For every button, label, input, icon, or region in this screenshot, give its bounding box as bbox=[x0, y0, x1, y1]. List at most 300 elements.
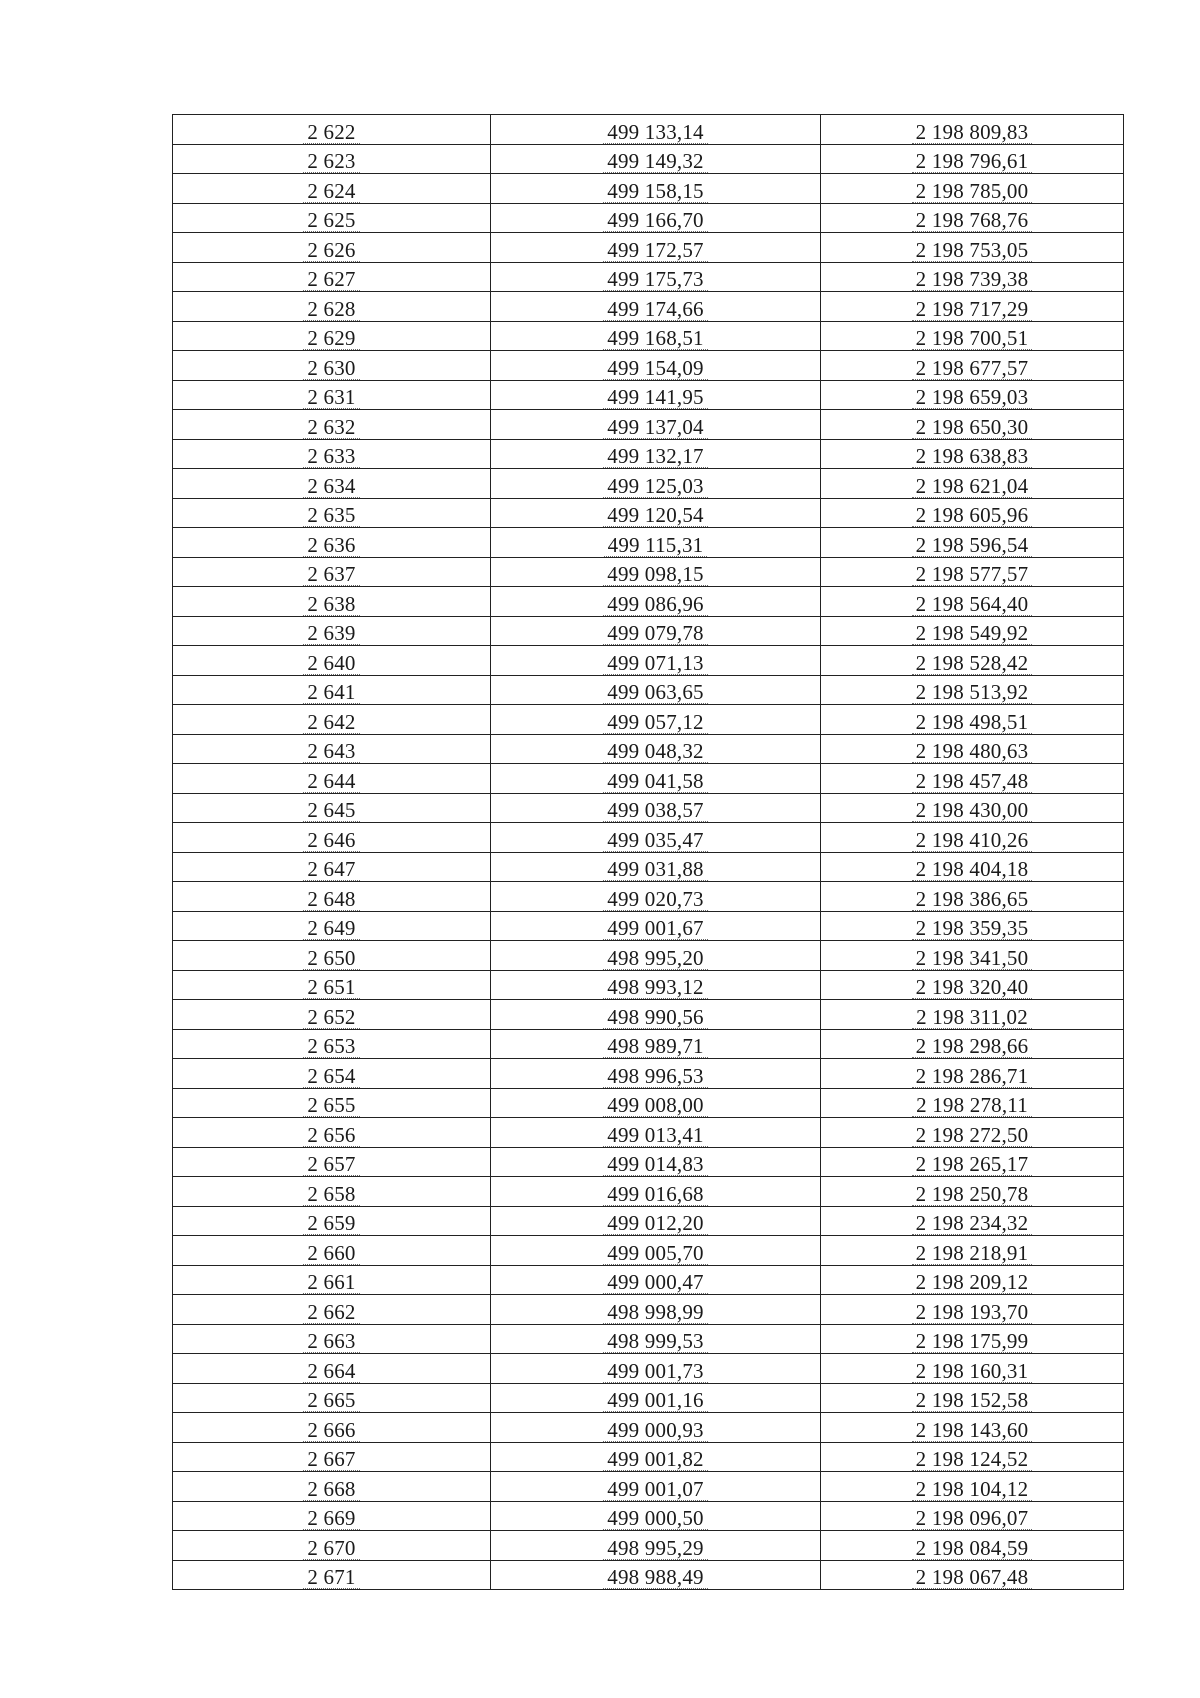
y-coordinate-cell bbox=[821, 764, 1124, 794]
point-number-cell bbox=[173, 587, 491, 617]
x-coordinate-cell bbox=[491, 587, 821, 617]
y-coordinate-cell-text: 2 198 513,92 bbox=[912, 681, 1033, 704]
point-number-cell-text: 2 665 bbox=[303, 1389, 359, 1412]
point-number-cell bbox=[173, 115, 491, 145]
y-coordinate-cell-text: 2 198 564,40 bbox=[912, 593, 1033, 616]
x-coordinate-cell-text: 499 098,15 bbox=[603, 563, 708, 586]
y-coordinate-cell bbox=[821, 439, 1124, 469]
y-coordinate-cell-text: 2 198 457,48 bbox=[912, 770, 1033, 793]
x-coordinate-cell-text: 498 999,53 bbox=[603, 1330, 708, 1353]
x-coordinate-cell-text: 499 031,88 bbox=[603, 858, 708, 881]
point-number-cell bbox=[173, 410, 491, 440]
point-number-cell-text: 2 662 bbox=[303, 1301, 359, 1324]
x-coordinate-cell bbox=[491, 380, 821, 410]
y-coordinate-cell-text: 2 198 480,63 bbox=[912, 740, 1033, 763]
y-coordinate-cell bbox=[821, 675, 1124, 705]
x-coordinate-cell-text: 499 086,96 bbox=[603, 593, 708, 616]
x-coordinate-cell bbox=[491, 1059, 821, 1089]
point-number-cell bbox=[173, 1177, 491, 1207]
point-number-cell bbox=[173, 1413, 491, 1443]
x-coordinate-cell-text: 499 013,41 bbox=[603, 1124, 708, 1147]
table-row bbox=[173, 469, 1124, 499]
point-number-cell-text: 2 647 bbox=[303, 858, 359, 881]
point-number-cell-text: 2 668 bbox=[303, 1478, 359, 1501]
point-number-cell-text: 2 653 bbox=[303, 1035, 359, 1058]
y-coordinate-cell-text: 2 198 278,11 bbox=[912, 1094, 1032, 1117]
table-row bbox=[173, 557, 1124, 587]
y-coordinate-cell-text: 2 198 386,65 bbox=[912, 888, 1033, 911]
x-coordinate-cell-text: 498 995,29 bbox=[603, 1537, 708, 1560]
table-row bbox=[173, 823, 1124, 853]
point-number-cell bbox=[173, 498, 491, 528]
table-row bbox=[173, 1295, 1124, 1325]
point-number-cell bbox=[173, 734, 491, 764]
y-coordinate-cell bbox=[821, 174, 1124, 204]
y-coordinate-cell-text: 2 198 143,60 bbox=[912, 1419, 1033, 1442]
x-coordinate-cell-text: 499 001,07 bbox=[603, 1478, 708, 1501]
y-coordinate-cell bbox=[821, 587, 1124, 617]
y-coordinate-cell-text: 2 198 809,83 bbox=[912, 121, 1033, 144]
y-coordinate-cell-text: 2 198 152,58 bbox=[912, 1389, 1033, 1412]
point-number-cell bbox=[173, 1206, 491, 1236]
y-coordinate-cell-text: 2 198 175,99 bbox=[912, 1330, 1033, 1353]
y-coordinate-cell-text: 2 198 796,61 bbox=[912, 150, 1033, 173]
y-coordinate-cell-text: 2 198 700,51 bbox=[912, 327, 1033, 350]
y-coordinate-cell bbox=[821, 970, 1124, 1000]
x-coordinate-cell-text: 499 014,83 bbox=[603, 1153, 708, 1176]
y-coordinate-cell bbox=[821, 351, 1124, 381]
x-coordinate-cell bbox=[491, 970, 821, 1000]
x-coordinate-cell bbox=[491, 292, 821, 322]
table-row bbox=[173, 321, 1124, 351]
point-number-cell-text: 2 634 bbox=[303, 475, 359, 498]
x-coordinate-cell bbox=[491, 439, 821, 469]
x-coordinate-cell-text: 499 125,03 bbox=[603, 475, 708, 498]
point-number-cell-text: 2 655 bbox=[303, 1094, 359, 1117]
y-coordinate-cell-text: 2 198 596,54 bbox=[912, 534, 1033, 557]
point-number-cell-text: 2 642 bbox=[303, 711, 359, 734]
x-coordinate-cell-text: 498 996,53 bbox=[603, 1065, 708, 1088]
point-number-cell bbox=[173, 557, 491, 587]
y-coordinate-cell-text: 2 198 621,04 bbox=[912, 475, 1033, 498]
table-row bbox=[173, 380, 1124, 410]
point-number-cell-text: 2 644 bbox=[303, 770, 359, 793]
point-number-cell-text: 2 652 bbox=[303, 1006, 359, 1029]
table-row bbox=[173, 233, 1124, 263]
y-coordinate-cell bbox=[821, 1501, 1124, 1531]
point-number-cell bbox=[173, 1029, 491, 1059]
table-row bbox=[173, 852, 1124, 882]
x-coordinate-cell-text: 499 141,95 bbox=[603, 386, 708, 409]
x-coordinate-cell-text: 499 057,12 bbox=[603, 711, 708, 734]
y-coordinate-cell-text: 2 198 498,51 bbox=[912, 711, 1033, 734]
point-number-cell bbox=[173, 705, 491, 735]
table-row bbox=[173, 410, 1124, 440]
x-coordinate-cell-text: 499 120,54 bbox=[603, 504, 708, 527]
table-row bbox=[173, 1206, 1124, 1236]
x-coordinate-cell-text: 499 041,58 bbox=[603, 770, 708, 793]
point-number-cell bbox=[173, 1472, 491, 1502]
point-number-cell-text: 2 635 bbox=[303, 504, 359, 527]
x-coordinate-cell-text: 499 000,47 bbox=[603, 1271, 708, 1294]
point-number-cell-text: 2 637 bbox=[303, 563, 359, 586]
y-coordinate-cell-text: 2 198 298,66 bbox=[912, 1035, 1033, 1058]
x-coordinate-cell-text: 499 166,70 bbox=[603, 209, 708, 232]
x-coordinate-cell bbox=[491, 528, 821, 558]
point-number-cell bbox=[173, 970, 491, 1000]
x-coordinate-cell-text: 499 115,31 bbox=[604, 534, 708, 557]
y-coordinate-cell bbox=[821, 1206, 1124, 1236]
x-coordinate-cell-text: 499 016,68 bbox=[603, 1183, 708, 1206]
point-number-cell-text: 2 632 bbox=[303, 416, 359, 439]
point-number-cell-text: 2 661 bbox=[303, 1271, 359, 1294]
point-number-cell bbox=[173, 1236, 491, 1266]
point-number-cell-text: 2 654 bbox=[303, 1065, 359, 1088]
point-number-cell bbox=[173, 262, 491, 292]
y-coordinate-cell bbox=[821, 1383, 1124, 1413]
table-row bbox=[173, 941, 1124, 971]
point-number-cell-text: 2 633 bbox=[303, 445, 359, 468]
point-number-cell-text: 2 641 bbox=[303, 681, 359, 704]
y-coordinate-cell-text: 2 198 549,92 bbox=[912, 622, 1033, 645]
y-coordinate-cell bbox=[821, 469, 1124, 499]
x-coordinate-cell bbox=[491, 1265, 821, 1295]
x-coordinate-cell bbox=[491, 1000, 821, 1030]
point-number-cell-text: 2 670 bbox=[303, 1537, 359, 1560]
point-number-cell-text: 2 671 bbox=[303, 1566, 359, 1589]
table-row bbox=[173, 203, 1124, 233]
x-coordinate-cell bbox=[491, 203, 821, 233]
y-coordinate-cell bbox=[821, 705, 1124, 735]
x-coordinate-cell bbox=[491, 1324, 821, 1354]
x-coordinate-cell-text: 499 133,14 bbox=[603, 121, 708, 144]
point-number-cell bbox=[173, 793, 491, 823]
x-coordinate-cell bbox=[491, 174, 821, 204]
table-row bbox=[173, 292, 1124, 322]
y-coordinate-cell bbox=[821, 233, 1124, 263]
point-number-cell bbox=[173, 882, 491, 912]
y-coordinate-cell bbox=[821, 1088, 1124, 1118]
point-number-cell bbox=[173, 1354, 491, 1384]
table-row bbox=[173, 1265, 1124, 1295]
x-coordinate-cell-text: 499 035,47 bbox=[603, 829, 708, 852]
y-coordinate-cell bbox=[821, 1442, 1124, 1472]
point-number-cell bbox=[173, 528, 491, 558]
point-number-cell bbox=[173, 1265, 491, 1295]
x-coordinate-cell-text: 498 990,56 bbox=[603, 1006, 708, 1029]
point-number-cell-text: 2 660 bbox=[303, 1242, 359, 1265]
point-number-cell bbox=[173, 1383, 491, 1413]
x-coordinate-cell-text: 499 168,51 bbox=[603, 327, 708, 350]
coordinates-table-body bbox=[173, 115, 1124, 1590]
y-coordinate-cell bbox=[821, 852, 1124, 882]
y-coordinate-cell bbox=[821, 823, 1124, 853]
table-row bbox=[173, 439, 1124, 469]
y-coordinate-cell bbox=[821, 380, 1124, 410]
x-coordinate-cell bbox=[491, 764, 821, 794]
y-coordinate-cell-text: 2 198 739,38 bbox=[912, 268, 1033, 291]
y-coordinate-cell bbox=[821, 557, 1124, 587]
x-coordinate-cell-text: 499 132,17 bbox=[603, 445, 708, 468]
x-coordinate-cell bbox=[491, 469, 821, 499]
y-coordinate-cell-text: 2 198 084,59 bbox=[912, 1537, 1033, 1560]
x-coordinate-cell-text: 499 038,57 bbox=[603, 799, 708, 822]
table-row bbox=[173, 1560, 1124, 1590]
x-coordinate-cell bbox=[491, 941, 821, 971]
point-number-cell bbox=[173, 174, 491, 204]
table-row bbox=[173, 1236, 1124, 1266]
x-coordinate-cell-text: 499 048,32 bbox=[603, 740, 708, 763]
point-number-cell bbox=[173, 1501, 491, 1531]
point-number-cell bbox=[173, 1000, 491, 1030]
y-coordinate-cell bbox=[821, 1295, 1124, 1325]
y-coordinate-cell bbox=[821, 646, 1124, 676]
x-coordinate-cell bbox=[491, 1531, 821, 1561]
y-coordinate-cell-text: 2 198 104,12 bbox=[912, 1478, 1033, 1501]
point-number-cell-text: 2 627 bbox=[303, 268, 359, 291]
table-row bbox=[173, 262, 1124, 292]
y-coordinate-cell bbox=[821, 144, 1124, 174]
y-coordinate-cell-text: 2 198 359,35 bbox=[912, 917, 1033, 940]
y-coordinate-cell bbox=[821, 321, 1124, 351]
x-coordinate-cell bbox=[491, 1501, 821, 1531]
point-number-cell-text: 2 658 bbox=[303, 1183, 359, 1206]
point-number-cell bbox=[173, 351, 491, 381]
table-row bbox=[173, 793, 1124, 823]
y-coordinate-cell bbox=[821, 1413, 1124, 1443]
x-coordinate-cell bbox=[491, 233, 821, 263]
x-coordinate-cell-text: 499 137,04 bbox=[603, 416, 708, 439]
table-row bbox=[173, 1354, 1124, 1384]
y-coordinate-cell-text: 2 198 768,76 bbox=[912, 209, 1033, 232]
point-number-cell-text: 2 646 bbox=[303, 829, 359, 852]
point-number-cell bbox=[173, 321, 491, 351]
y-coordinate-cell-text: 2 198 577,57 bbox=[912, 563, 1033, 586]
y-coordinate-cell-text: 2 198 311,02 bbox=[912, 1006, 1032, 1029]
y-coordinate-cell bbox=[821, 1118, 1124, 1148]
table-row bbox=[173, 528, 1124, 558]
y-coordinate-cell bbox=[821, 203, 1124, 233]
x-coordinate-cell bbox=[491, 734, 821, 764]
x-coordinate-cell-text: 499 020,73 bbox=[603, 888, 708, 911]
point-number-cell bbox=[173, 852, 491, 882]
x-coordinate-cell-text: 498 989,71 bbox=[603, 1035, 708, 1058]
point-number-cell-text: 2 623 bbox=[303, 150, 359, 173]
x-coordinate-cell bbox=[491, 321, 821, 351]
point-number-cell bbox=[173, 646, 491, 676]
point-number-cell-text: 2 625 bbox=[303, 209, 359, 232]
y-coordinate-cell-text: 2 198 272,50 bbox=[912, 1124, 1033, 1147]
table-row bbox=[173, 1000, 1124, 1030]
table-row bbox=[173, 1147, 1124, 1177]
point-number-cell bbox=[173, 203, 491, 233]
y-coordinate-cell bbox=[821, 911, 1124, 941]
x-coordinate-cell bbox=[491, 852, 821, 882]
y-coordinate-cell bbox=[821, 1029, 1124, 1059]
y-coordinate-cell bbox=[821, 262, 1124, 292]
x-coordinate-cell-text: 499 158,15 bbox=[603, 180, 708, 203]
point-number-cell-text: 2 669 bbox=[303, 1507, 359, 1530]
y-coordinate-cell bbox=[821, 1000, 1124, 1030]
table-row bbox=[173, 144, 1124, 174]
x-coordinate-cell-text: 499 001,16 bbox=[603, 1389, 708, 1412]
x-coordinate-cell bbox=[491, 1383, 821, 1413]
point-number-cell-text: 2 638 bbox=[303, 593, 359, 616]
point-number-cell bbox=[173, 764, 491, 794]
point-number-cell-text: 2 645 bbox=[303, 799, 359, 822]
x-coordinate-cell-text: 498 988,49 bbox=[603, 1566, 708, 1589]
table-row bbox=[173, 115, 1124, 145]
x-coordinate-cell bbox=[491, 823, 821, 853]
y-coordinate-cell-text: 2 198 753,05 bbox=[912, 239, 1033, 262]
y-coordinate-cell bbox=[821, 1177, 1124, 1207]
y-coordinate-cell bbox=[821, 734, 1124, 764]
y-coordinate-cell bbox=[821, 1236, 1124, 1266]
x-coordinate-cell bbox=[491, 1088, 821, 1118]
y-coordinate-cell-text: 2 198 677,57 bbox=[912, 357, 1033, 380]
y-coordinate-cell bbox=[821, 1265, 1124, 1295]
y-coordinate-cell-text: 2 198 234,32 bbox=[912, 1212, 1033, 1235]
point-number-cell bbox=[173, 439, 491, 469]
y-coordinate-cell bbox=[821, 793, 1124, 823]
table-row bbox=[173, 1177, 1124, 1207]
point-number-cell-text: 2 628 bbox=[303, 298, 359, 321]
point-number-cell bbox=[173, 911, 491, 941]
y-coordinate-cell bbox=[821, 410, 1124, 440]
y-coordinate-cell-text: 2 198 605,96 bbox=[912, 504, 1033, 527]
x-coordinate-cell bbox=[491, 1029, 821, 1059]
x-coordinate-cell-text: 498 998,99 bbox=[603, 1301, 708, 1324]
point-number-cell-text: 2 664 bbox=[303, 1360, 359, 1383]
x-coordinate-cell-text: 498 995,20 bbox=[603, 947, 708, 970]
table-row bbox=[173, 705, 1124, 735]
x-coordinate-cell bbox=[491, 1147, 821, 1177]
point-number-cell-text: 2 643 bbox=[303, 740, 359, 763]
table-row bbox=[173, 734, 1124, 764]
table-row bbox=[173, 1383, 1124, 1413]
y-coordinate-cell-text: 2 198 250,78 bbox=[912, 1183, 1033, 1206]
y-coordinate-cell bbox=[821, 616, 1124, 646]
table-row bbox=[173, 675, 1124, 705]
y-coordinate-cell-text: 2 198 218,91 bbox=[912, 1242, 1033, 1265]
x-coordinate-cell-text: 499 000,93 bbox=[603, 1419, 708, 1442]
x-coordinate-cell-text: 499 149,32 bbox=[603, 150, 708, 173]
table-row bbox=[173, 911, 1124, 941]
table-row bbox=[173, 1029, 1124, 1059]
x-coordinate-cell-text: 499 071,13 bbox=[603, 652, 708, 675]
x-coordinate-cell bbox=[491, 646, 821, 676]
y-coordinate-cell bbox=[821, 1560, 1124, 1590]
x-coordinate-cell-text: 499 001,82 bbox=[603, 1448, 708, 1471]
point-number-cell bbox=[173, 380, 491, 410]
point-number-cell-text: 2 649 bbox=[303, 917, 359, 940]
x-coordinate-cell bbox=[491, 1413, 821, 1443]
x-coordinate-cell bbox=[491, 351, 821, 381]
point-number-cell-text: 2 659 bbox=[303, 1212, 359, 1235]
point-number-cell bbox=[173, 1295, 491, 1325]
point-number-cell-text: 2 626 bbox=[303, 239, 359, 262]
point-number-cell bbox=[173, 1147, 491, 1177]
point-number-cell-text: 2 656 bbox=[303, 1124, 359, 1147]
y-coordinate-cell-text: 2 198 650,30 bbox=[912, 416, 1033, 439]
y-coordinate-cell-text: 2 198 209,12 bbox=[912, 1271, 1033, 1294]
point-number-cell-text: 2 666 bbox=[303, 1419, 359, 1442]
y-coordinate-cell-text: 2 198 410,26 bbox=[912, 829, 1033, 852]
point-number-cell-text: 2 650 bbox=[303, 947, 359, 970]
point-number-cell bbox=[173, 233, 491, 263]
table-row bbox=[173, 1118, 1124, 1148]
point-number-cell-text: 2 657 bbox=[303, 1153, 359, 1176]
y-coordinate-cell bbox=[821, 115, 1124, 145]
table-row bbox=[173, 646, 1124, 676]
y-coordinate-cell-text: 2 198 320,40 bbox=[912, 976, 1033, 999]
x-coordinate-cell bbox=[491, 793, 821, 823]
table-row bbox=[173, 1413, 1124, 1443]
y-coordinate-cell bbox=[821, 1531, 1124, 1561]
point-number-cell-text: 2 631 bbox=[303, 386, 359, 409]
x-coordinate-cell bbox=[491, 882, 821, 912]
y-coordinate-cell bbox=[821, 1472, 1124, 1502]
point-number-cell-text: 2 624 bbox=[303, 180, 359, 203]
point-number-cell bbox=[173, 675, 491, 705]
point-number-cell-text: 2 629 bbox=[303, 327, 359, 350]
point-number-cell-text: 2 636 bbox=[303, 534, 359, 557]
point-number-cell bbox=[173, 941, 491, 971]
table-row bbox=[173, 970, 1124, 1000]
table-row bbox=[173, 1501, 1124, 1531]
x-coordinate-cell bbox=[491, 557, 821, 587]
point-number-cell-text: 2 651 bbox=[303, 976, 359, 999]
x-coordinate-cell-text: 499 079,78 bbox=[603, 622, 708, 645]
x-coordinate-cell bbox=[491, 616, 821, 646]
y-coordinate-cell bbox=[821, 1059, 1124, 1089]
y-coordinate-cell bbox=[821, 882, 1124, 912]
point-number-cell bbox=[173, 1531, 491, 1561]
table-row bbox=[173, 1472, 1124, 1502]
y-coordinate-cell-text: 2 198 265,17 bbox=[912, 1153, 1033, 1176]
point-number-cell bbox=[173, 1560, 491, 1590]
x-coordinate-cell-text: 499 008,00 bbox=[603, 1094, 708, 1117]
x-coordinate-cell-text: 499 001,67 bbox=[603, 917, 708, 940]
y-coordinate-cell-text: 2 198 717,29 bbox=[912, 298, 1033, 321]
y-coordinate-cell bbox=[821, 528, 1124, 558]
point-number-cell-text: 2 640 bbox=[303, 652, 359, 675]
table-row bbox=[173, 764, 1124, 794]
y-coordinate-cell-text: 2 198 638,83 bbox=[912, 445, 1033, 468]
y-coordinate-cell-text: 2 198 430,00 bbox=[912, 799, 1033, 822]
x-coordinate-cell-text: 499 012,20 bbox=[603, 1212, 708, 1235]
y-coordinate-cell-text: 2 198 096,07 bbox=[912, 1507, 1033, 1530]
y-coordinate-cell-text: 2 198 124,52 bbox=[912, 1448, 1033, 1471]
x-coordinate-cell bbox=[491, 115, 821, 145]
y-coordinate-cell bbox=[821, 1354, 1124, 1384]
x-coordinate-cell bbox=[491, 911, 821, 941]
y-coordinate-cell-text: 2 198 160,31 bbox=[912, 1360, 1033, 1383]
y-coordinate-cell bbox=[821, 941, 1124, 971]
x-coordinate-cell-text: 499 001,73 bbox=[603, 1360, 708, 1383]
y-coordinate-cell-text: 2 198 193,70 bbox=[912, 1301, 1033, 1324]
x-coordinate-cell-text: 499 000,50 bbox=[603, 1507, 708, 1530]
x-coordinate-cell-text: 499 172,57 bbox=[603, 239, 708, 262]
y-coordinate-cell-text: 2 198 341,50 bbox=[912, 947, 1033, 970]
x-coordinate-cell bbox=[491, 1354, 821, 1384]
point-number-cell-text: 2 630 bbox=[303, 357, 359, 380]
x-coordinate-cell bbox=[491, 1236, 821, 1266]
point-number-cell-text: 2 622 bbox=[303, 121, 359, 144]
table-row bbox=[173, 351, 1124, 381]
x-coordinate-cell bbox=[491, 1560, 821, 1590]
y-coordinate-cell-text: 2 198 404,18 bbox=[912, 858, 1033, 881]
